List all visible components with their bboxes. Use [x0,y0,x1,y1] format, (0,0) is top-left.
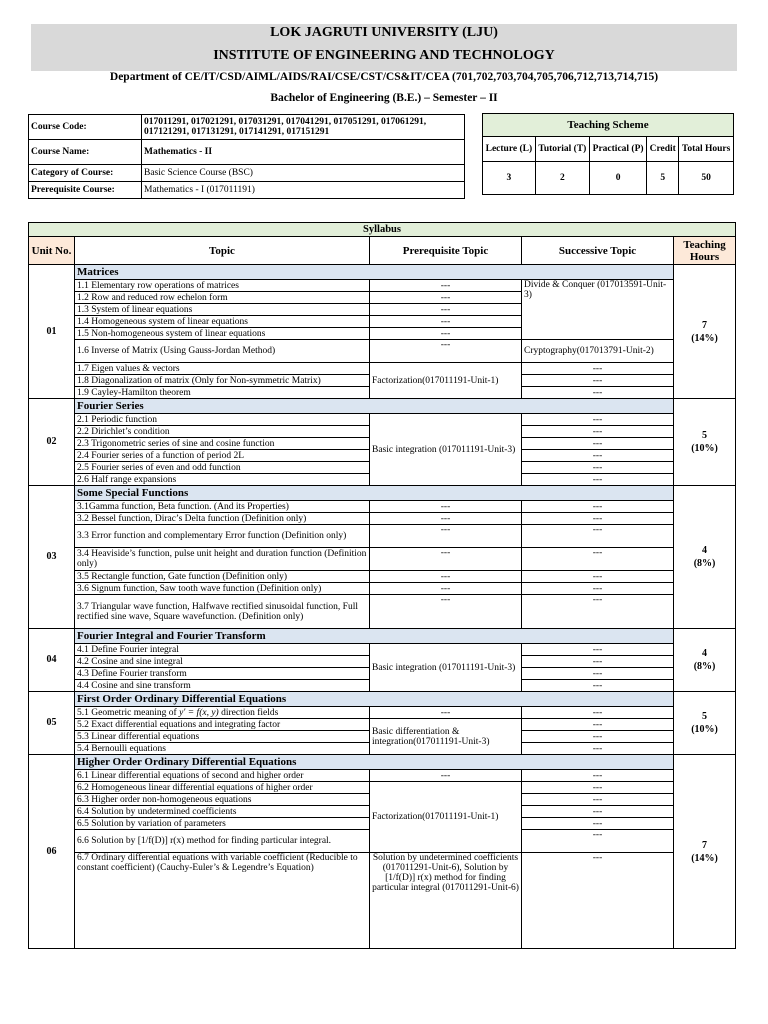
col-prereq-header: Prerequisite Topic [370,237,522,265]
topic-item: 4.2 Cosine and sine integral [75,656,370,668]
topic-item: 6.6 Solution by [1/f(D)] r(x) method for finding particular integral. [75,830,370,853]
scheme-header-total-hours: Total Hours [679,137,734,162]
hours-value: 7 [702,839,708,851]
department-line: Department of CE/IT/CSD/AIML/AIDS/RAI/CSE/CST/CS&IT/CEA (701,702,703,704,705,706,712,713,714,715) [109,71,659,83]
hours-value: 5 [702,711,708,722]
topic-item: 5.3 Linear differential equations [75,731,370,743]
scheme-header-practical: Practical (P) [589,137,646,162]
topic-item: 1.7 Eigen values & vectors [75,363,370,375]
successive-cell: --- [522,644,674,656]
successive-cell: --- [522,363,674,375]
topic-item [75,707,370,719]
prereq-cell: --- [370,280,522,292]
hours-value: 7 [702,319,708,331]
hours-percent: (8%) [693,558,716,569]
topic-item: 1.5 Non-homogeneous system of linear equations [75,328,370,340]
scheme-value-credit: 5 [647,162,679,195]
teaching-scheme-title: Teaching Scheme [483,114,734,137]
col-successive-header: Successive Topic [522,237,674,265]
hours-percent: (10%) [691,443,718,454]
topic-item: 3.1Gamma function, Beta function. (And its Properties) [75,501,370,513]
topic-item: 3.6 Signum function, Saw tooth wave function (Definition only) [75,583,370,595]
topic-item: 2.6 Half range expansions [75,474,370,486]
course-info-table [28,114,465,199]
unit-hours [674,629,736,692]
topic-item: 1.9 Cayley-Hamilton theorem [75,387,370,399]
successive-cell: --- [522,853,674,949]
course-name-label: Course Name: [29,140,142,165]
hours-value: 4 [702,648,708,659]
successive-cell: --- [522,707,674,719]
successive-cell: --- [522,595,674,629]
topic-item: 6.4 Solution by undetermined coefficients [75,806,370,818]
successive-cell: --- [522,426,674,438]
successive-cell: --- [522,731,674,743]
topic-item: 5.4 Bernoulli equations [75,743,370,755]
unit-number: 05 [29,692,75,755]
successive-cell: --- [522,668,674,680]
category-row [29,165,465,182]
topic-item: 1.6 Inverse of Matrix (Using Gauss-Jordan Method) [75,340,370,363]
prereq-cell: --- [370,501,522,513]
successive-cell: --- [522,414,674,426]
course-name-row [29,140,465,165]
topic-item: 2.4 Fourier series of a function of period 2L [75,450,370,462]
unit-hours [674,399,736,486]
hours-percent: (8%) [693,661,716,672]
successive-cell: --- [522,438,674,450]
scheme-header-lecture: Lecture (L) [483,137,536,162]
category-label: Category of Course: [29,165,142,182]
hours-percent: (10%) [691,724,718,735]
unit-number: 02 [29,399,75,486]
prereq-cell: --- [370,583,522,595]
course-code-label: Course Code: [29,115,142,140]
successive-cell: --- [522,770,674,782]
category-value: Basic Science Course (BSC) [142,165,465,182]
prereq-cell: --- [370,770,522,782]
unit-title: Matrices [75,265,674,280]
prereq-cell: --- [370,340,522,363]
successive-cell: --- [522,719,674,731]
topic-item: 4.1 Define Fourier integral [75,644,370,656]
unit-hours [674,486,736,629]
successive-cell: --- [522,525,674,548]
unit-number: 03 [29,486,75,629]
topic-item: 6.5 Solution by variation of parameters [75,818,370,830]
unit-number: 01 [29,265,75,399]
successive-cell: --- [522,656,674,668]
col-hours-header: Teaching Hours [674,237,736,265]
unit-number: 04 [29,629,75,692]
prereq-cell: --- [370,292,522,304]
topic-item: 1.3 System of linear equations [75,304,370,316]
topic-math: y′ = f(x, y) [179,707,219,718]
topic-item: 2.2 Dirichlet’s condition [75,426,370,438]
topic-item: 1.4 Homogeneous system of linear equations [75,316,370,328]
successive-cell: --- [522,513,674,525]
successive-cell: Divide & Conquer (017013591-Unit-3) [522,280,674,340]
topic-item: 4.3 Define Fourier transform [75,668,370,680]
university-name: LOK JAGRUTI UNIVERSITY (LJU) [270,25,498,40]
successive-cell: Cryptography(017013791-Unit-2) [522,340,674,363]
prereq-cell: Factorization(017011191-Unit-1) [370,363,522,399]
hours-value: 5 [702,430,708,441]
topic-item: 1.2 Row and reduced row echelon form [75,292,370,304]
prereq-cell: Solution by undetermined coefficients (017011291-Unit-6), Solution by [1/f(D)] r(x) method for finding particular integral (017011291-Unit-6) [370,853,522,949]
unit-hours [674,265,736,399]
successive-cell: --- [522,680,674,692]
topic-item: 2.3 Trigonometric series of sine and cosine function [75,438,370,450]
course-name-value: Mathematics - II [142,140,465,165]
topic-text: direction fields [218,707,279,718]
topic-item: 1.1 Elementary row operations of matrices [75,280,370,292]
unit-hours [674,692,736,755]
prereq-course-label: Prerequisite Course: [29,182,142,199]
unit-hours [674,755,736,949]
course-code-row [29,115,465,140]
topic-item: 6.3 Higher order non-homogeneous equations [75,794,370,806]
successive-cell: --- [522,571,674,583]
prereq-cell: --- [370,316,522,328]
topic-item: 3.2 Bessel function, Dirac’s Delta function (Definition only) [75,513,370,525]
scheme-value-practical: 0 [589,162,646,195]
prereq-cell: Basic differentiation & integration(017011191-Unit-3) [370,719,522,755]
topic-item: 2.1 Periodic function [75,414,370,426]
unit-title: Some Special Functions [75,486,674,501]
topic-item: 3.5 Rectangle function, Gate function (Definition only) [75,571,370,583]
program-line: Bachelor of Engineering (B.E.) – Semester – II [270,92,498,104]
institute-name: INSTITUTE OF ENGINEERING AND TECHNOLOGY [213,48,555,63]
successive-cell: --- [522,818,674,830]
prereq-cell: --- [370,525,522,548]
topic-item: 6.2 Homogeneous linear differential equations of higher order [75,782,370,794]
unit-number: 06 [29,755,75,949]
prereq-cell: --- [370,707,522,719]
unit-title: Higher Order Ordinary Differential Equations [75,755,674,770]
teaching-scheme-table [482,113,734,195]
successive-cell: --- [522,548,674,571]
unit-title: Fourier Series [75,399,674,414]
topic-item: 1.8 Diagonalization of matrix (Only for Non-symmetric Matrix) [75,375,370,387]
scheme-value-lecture: 3 [483,162,536,195]
prereq-cell: --- [370,571,522,583]
topic-item: 3.4 Heaviside’s function, pulse unit height and duration function (Definition only) [75,548,370,571]
scheme-header-tutorial: Tutorial (T) [535,137,589,162]
topic-item: 3.3 Error function and complementary Error function (Definition only) [75,525,370,548]
prereq-course-row [29,182,465,199]
successive-cell: --- [522,450,674,462]
prereq-cell: Basic integration (017011191-Unit-3) [370,414,522,486]
scheme-header-credit: Credit [647,137,679,162]
successive-cell: --- [522,782,674,794]
hours-percent: (14%) [691,332,718,344]
successive-cell: --- [522,743,674,755]
topic-item: 3.7 Triangular wave function, Halfwave rectified sinusoidal function, Full rectified sine wave, Square wavefunction. (Definition only) [75,595,370,629]
topic-text: 5.1 Geometric meaning of [77,707,180,718]
successive-cell: --- [522,583,674,595]
successive-cell: --- [522,375,674,387]
scheme-value-tutorial: 2 [535,162,589,195]
prereq-cell: --- [370,304,522,316]
syllabus-table [28,222,736,949]
prereq-cell: --- [370,328,522,340]
successive-cell: --- [522,387,674,399]
col-unit-header: Unit No. [29,237,75,265]
topic-item: 6.1 Linear differential equations of second and higher order [75,770,370,782]
topic-item: 2.5 Fourier series of even and odd function [75,462,370,474]
topic-item: 6.7 Ordinary differential equations with variable coefficient (Reducible to constant coefficient) (Cauchy-Euler’s & Legendre’s Equation) [75,853,370,949]
prereq-cell: --- [370,513,522,525]
successive-cell: --- [522,830,674,853]
successive-cell: --- [522,501,674,513]
successive-cell: --- [522,794,674,806]
scheme-value-total-hours: 50 [679,162,734,195]
hours-value: 4 [702,545,708,556]
unit-title: Fourier Integral and Fourier Transform [75,629,674,644]
successive-cell: --- [522,474,674,486]
unit-title: First Order Ordinary Differential Equations [75,692,674,707]
topic-item: 5.2 Exact differential equations and integrating factor [75,719,370,731]
prereq-cell: --- [370,595,522,629]
prereq-cell: Factorization(017011191-Unit-1) [370,782,522,853]
hours-percent: (14%) [691,852,718,864]
successive-cell: --- [522,462,674,474]
course-code-value: 017011291, 017021291, 017031291, 017041291, 017051291, 017061291, 017121291, 017131291, 017141291, 017151291 [142,115,465,140]
prereq-course-value: Mathematics - I (017011191) [142,182,465,199]
prereq-cell: --- [370,548,522,571]
successive-cell: --- [522,806,674,818]
topic-item: 4.4 Cosine and sine transform [75,680,370,692]
syllabus-title: Syllabus [29,223,736,237]
prereq-cell: Basic integration (017011191-Unit-3) [370,644,522,692]
col-topic-header: Topic [75,237,370,265]
